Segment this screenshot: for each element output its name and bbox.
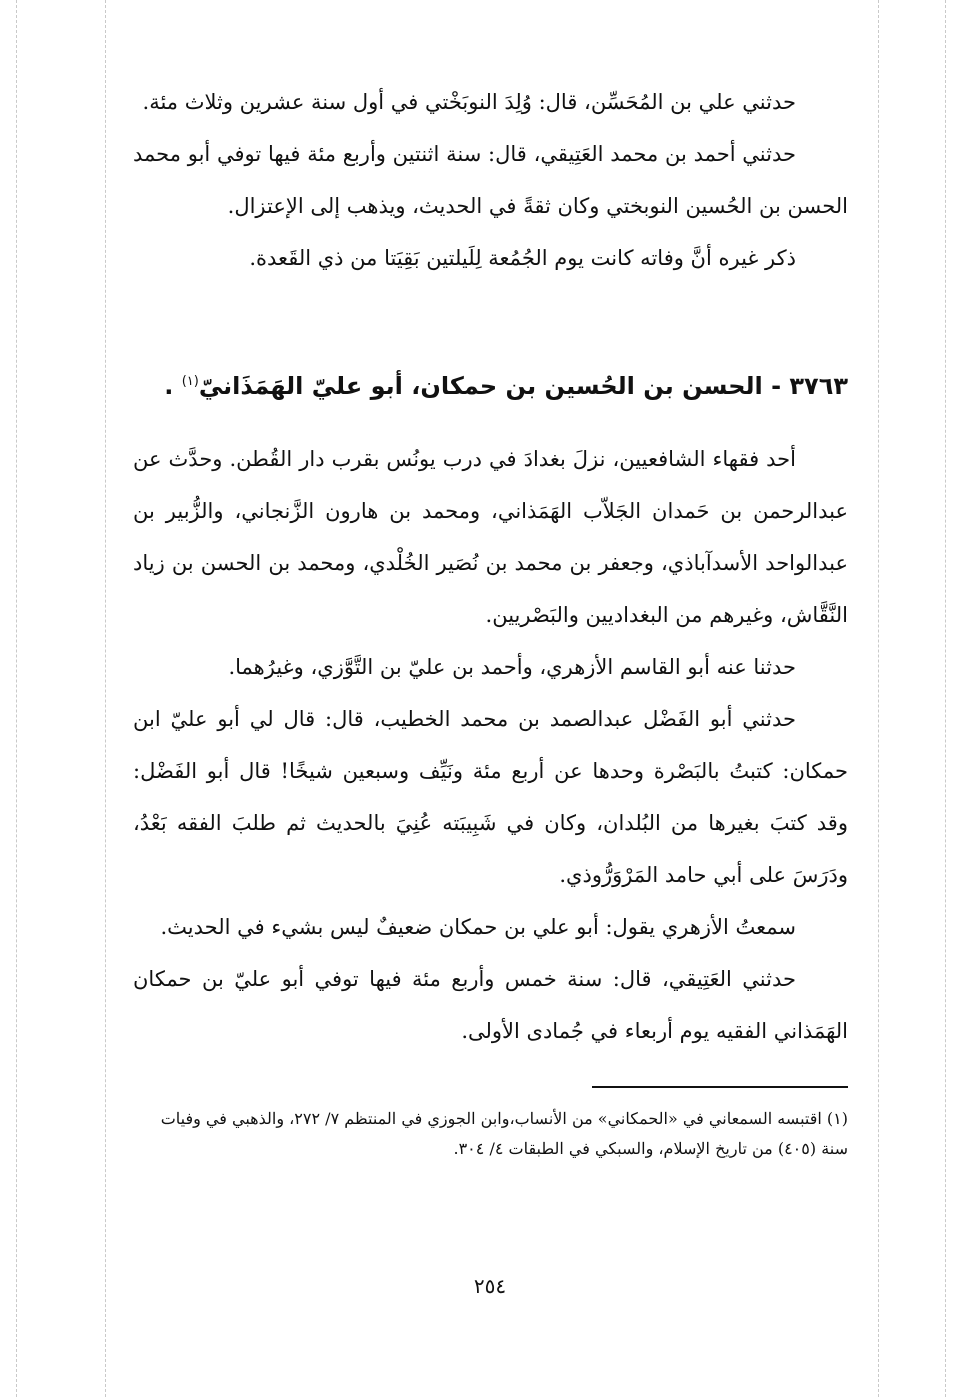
paragraph: حدثنا عنه أبو القاسم الأزهري، وأحمد بن عليّ بن التَّوَّزي، وغيرُهما. [228,655,796,679]
page-number: ٢٥٤ [473,1274,507,1298]
footnote: (١) اقتبسه السمعاني في «الحمكاني» من الأنساب،وابن الجوزي في المنتظم ٧/ ٢٧٢، والذهبي في وفيات سنة (٤٠٥) من تاريخ الإسلام، والسبكي في الطبقات ٤/ ٣٠٤. [160,1109,848,1158]
footnote-separator [592,1086,848,1088]
paragraph: سمعتُ الأزهري يقول: أبو علي بن حمكان ضعيفٌ ليس بشيء في الحديث. [160,915,796,939]
paragraph: حدثني أبو الفَضْل عبدالصمد بن محمد الخطيب، قال: قال لي أبو عليّ ابن حمكان: كتبتُ بالبَصْرة وحدها عن أربع مئة ونَيِّف وسبعين شيخًا! قال أبو الفَضْل: وقد كتبَ بغيرها من البُلدان، وكان في شَبِيبَته عُنِيَ بالحديث ثم طلبَ الفقه بَعْدُ، ودَرَسَ على أبي حامد المَرْوَرُّوذي. [133,707,848,887]
scan-guide-line [105,0,106,1397]
paragraph: أحد فقهاء الشافعيين، نزلَ بغدادَ في درب يونُس بقرب دار القُطن. وحدَّث عن عبدالرحمن بن حَمدان الجَلاّب الهَمَذاني، ومحمد بن هارون الزَّنجاني، والزُّبير بن عبدالواحد الأسدآباذي، وجعفر بن محمد بن نُصَير الخُلْدي، ومحمد بن الحسن بن زياد النَّقَّاش، وغيرهم من البغداديين والبَصْريين. [133,447,848,627]
main-text-lower [133,433,848,1057]
scan-guide-line [16,0,17,1397]
heading-period: . [164,372,174,400]
paragraph: حدثني أحمد بن محمد العَتِيقي، قال: سنة اثنتين وأربع مئة فيها توفي أبو محمد الحسن بن الحُسين النوبختي وكان ثقةً في الحديث، ويذهب إلى الإعتزال. [133,142,848,218]
paragraph: ذكر غيره أنَّ وفاته كانت يوم الجُمُعة لِلَيلتين بَقِيَتا من ذي القَعدة. [249,246,796,270]
entry-heading [150,362,848,406]
paragraph: حدثني علي بن المُحَسِّن، قال: وُلِدَ النوبَخْتي في أول سنة عشرين وثلاث مئة. [142,90,796,114]
footnote-marker: (١) [181,374,199,389]
paragraph: حدثني العَتِيقي، قال: سنة خمس وأربع مئة فيها توفي أبو عليّ بن حمكان الهَمَذاني الفقيه يوم أربعاء في جُمادى الأولى. [133,967,848,1043]
scan-guide-line [878,0,879,1397]
footnotes [133,1104,848,1164]
scan-guide-line [945,0,946,1397]
entry-heading-text: ٣٧٦٣ - الحسن بن الحُسين بن حمكان، أبو عليّ الهَمَذَانيّ [198,372,848,400]
main-text-upper [133,76,848,284]
